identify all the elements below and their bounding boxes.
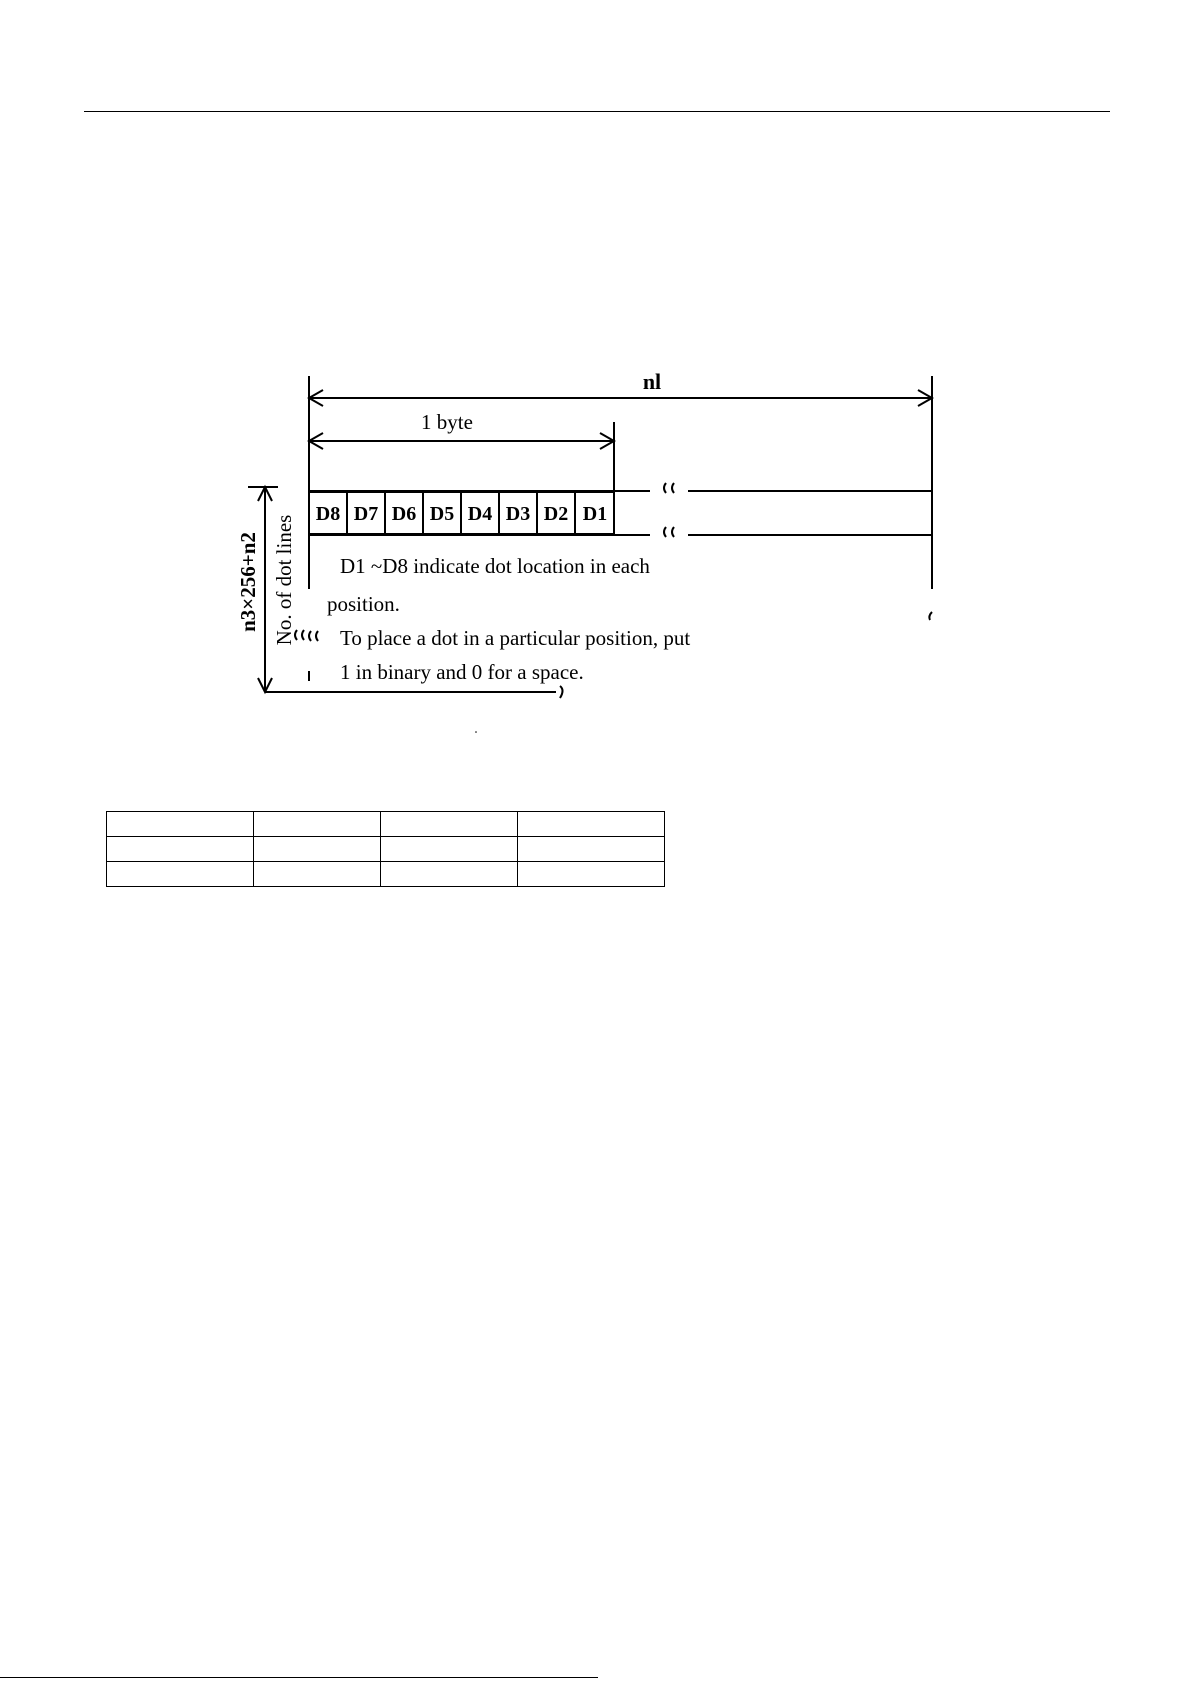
inner-height-label: No. of dot lines [272, 514, 296, 646]
table-cell [381, 862, 518, 887]
table-cell [107, 862, 254, 887]
bit-label-d1: D1 [582, 503, 608, 525]
bit-label-d7: D7 [353, 503, 379, 525]
break-mark-right [929, 612, 932, 620]
bit-label-d3: D3 [505, 503, 531, 525]
table-cell [254, 837, 381, 862]
table-cell [518, 812, 665, 837]
bit-label-d4: D4 [467, 503, 493, 525]
table-row [107, 837, 665, 862]
table-cell [381, 812, 518, 837]
table-cell [518, 837, 665, 862]
bit-label-d2: D2 [543, 503, 569, 525]
break-mark-left [309, 631, 318, 641]
bit-label-d6: D6 [391, 503, 417, 525]
bit-image-diagram [0, 0, 1191, 760]
table-cell [518, 862, 665, 887]
bit-label-d5: D5 [429, 503, 455, 525]
empty-table [106, 811, 665, 887]
description-line-3: To place a dot in a particular position, put [340, 626, 691, 650]
description-line-4: 1 in binary and 0 for a space. [340, 660, 584, 684]
break-mark-base [560, 686, 563, 698]
byte-label: 1 byte [421, 410, 473, 434]
speck [475, 731, 477, 733]
description-line-2: position. [327, 592, 400, 616]
table-cell [107, 812, 254, 837]
table-cell [381, 837, 518, 862]
table-row [107, 812, 665, 837]
outer-height-label: n3×256+n2 [236, 532, 260, 632]
break-mark-top [664, 483, 674, 493]
break-mark-bottom [664, 527, 674, 537]
footer-rule [0, 1677, 598, 1678]
table-cell [254, 812, 381, 837]
break-mark-lower-left [295, 630, 304, 640]
table-cell [107, 837, 254, 862]
bit-label-d8: D8 [315, 503, 341, 525]
width-label: nl [642, 369, 662, 394]
table-cell [254, 862, 381, 887]
table-row [107, 862, 665, 887]
description-line-1: D1 ~D8 indicate dot location in each [340, 554, 650, 578]
